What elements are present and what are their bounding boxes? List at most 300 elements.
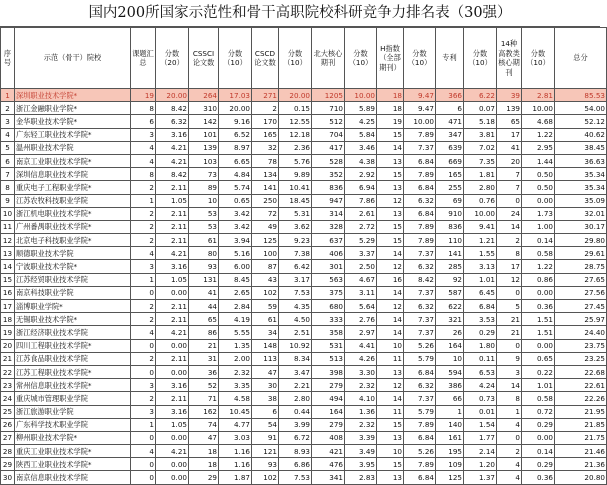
value-cell: 17 <box>497 260 522 273</box>
value-cell: 10 <box>436 352 464 365</box>
school-name-cell: 江苏工程职业技术学院* <box>15 365 131 378</box>
school-name-cell: 广东科学技术职业学院 <box>15 418 131 431</box>
value-cell: 4.10 <box>345 392 377 405</box>
value-cell: 471 <box>436 115 464 128</box>
value-cell: 637 <box>312 234 345 247</box>
value-cell: 0.58 <box>522 392 555 405</box>
value-cell: 18 <box>377 102 404 115</box>
value-cell: 7.89 <box>404 220 436 233</box>
value-cell: 2.92 <box>345 168 377 181</box>
value-cell: 0.58 <box>522 247 555 260</box>
value-cell: 680 <box>312 300 345 313</box>
value-cell: 9.89 <box>279 168 312 181</box>
value-cell: 15 <box>377 418 404 431</box>
value-cell: 6.84 <box>404 365 436 378</box>
value-cell: 0 <box>131 458 156 471</box>
value-cell: 2.32 <box>219 365 252 378</box>
value-cell: 1.05 <box>156 273 189 286</box>
value-cell: 4.84 <box>219 168 252 181</box>
value-cell: 408 <box>312 431 345 444</box>
value-cell: 9.16 <box>219 115 252 128</box>
value-cell: 7.37 <box>404 247 436 260</box>
value-cell: 21 <box>497 313 522 326</box>
table-row <box>1 181 607 194</box>
value-cell: 2.11 <box>156 300 189 313</box>
value-cell: 1.35 <box>219 339 252 352</box>
value-cell: 14 <box>377 326 404 339</box>
value-cell: 92 <box>436 273 464 286</box>
value-cell: 29 <box>189 471 219 484</box>
value-cell: 2.72 <box>345 220 377 233</box>
value-cell: 7.37 <box>404 141 436 154</box>
value-cell: 0 <box>497 431 522 444</box>
value-cell: 4 <box>131 154 156 167</box>
value-cell: 41 <box>189 286 219 299</box>
value-cell: 91 <box>252 431 279 444</box>
value-cell: 250 <box>252 194 279 207</box>
value-cell: 11 <box>377 405 404 418</box>
value-cell: 1.20 <box>464 458 497 471</box>
value-cell: 3.11 <box>345 286 377 299</box>
value-cell: 32.01 <box>555 207 607 220</box>
rank-cell: 26 <box>1 418 15 431</box>
value-cell: 5.79 <box>404 405 436 418</box>
value-cell: 35.09 <box>555 194 607 207</box>
school-name-cell: 浙江经济职业技术学院 <box>15 326 131 339</box>
value-cell: 140 <box>436 418 464 431</box>
value-cell: 89 <box>189 181 219 194</box>
value-cell: 2.11 <box>156 181 189 194</box>
value-cell: 53 <box>189 220 219 233</box>
column-header: 分数（10） <box>279 28 312 89</box>
column-header: 分数（10） <box>464 28 497 89</box>
column-header: 分数（20） <box>156 28 189 89</box>
value-cell: 0.00 <box>156 286 189 299</box>
rank-cell: 29 <box>1 458 15 471</box>
value-cell: 0 <box>131 471 156 484</box>
value-cell: 103 <box>189 154 219 167</box>
value-cell: 6 <box>131 115 156 128</box>
value-cell: 279 <box>312 418 345 431</box>
value-cell: 2 <box>131 352 156 365</box>
value-cell: 27.45 <box>555 300 607 313</box>
value-cell: 1.05 <box>156 418 189 431</box>
value-cell: 28.75 <box>555 260 607 273</box>
table-row <box>1 431 607 444</box>
value-cell: 71 <box>189 392 219 405</box>
value-cell: 164 <box>436 339 464 352</box>
value-cell: 32 <box>252 141 279 154</box>
value-cell: 3 <box>497 365 522 378</box>
value-cell: 0.29 <box>464 326 497 339</box>
value-cell: 2.11 <box>156 207 189 220</box>
value-cell: 366 <box>436 89 464 102</box>
value-cell: 4.38 <box>345 154 377 167</box>
value-cell: 8.42 <box>156 168 189 181</box>
value-cell: 8.42 <box>156 102 189 115</box>
value-cell: 0.11 <box>464 352 497 365</box>
value-cell: 406 <box>312 247 345 260</box>
value-cell: 0 <box>131 431 156 444</box>
column-header: 北大核心期刊 <box>312 28 345 89</box>
value-cell: 24.40 <box>555 326 607 339</box>
value-cell: 6.84 <box>404 471 436 484</box>
value-cell: 512 <box>312 115 345 128</box>
value-cell: 36.63 <box>555 154 607 167</box>
value-cell: 38 <box>252 392 279 405</box>
value-cell: 165 <box>252 128 279 141</box>
value-cell: 10.45 <box>219 405 252 418</box>
value-cell: 3.47 <box>279 365 312 378</box>
column-header: 示范（骨干）院校 <box>15 28 131 89</box>
value-cell: 195 <box>436 445 464 458</box>
value-cell: 3.62 <box>279 220 312 233</box>
value-cell: 0.00 <box>156 365 189 378</box>
value-cell: 398 <box>312 365 345 378</box>
value-cell: 3.03 <box>219 431 252 444</box>
rank-cell: 24 <box>1 392 15 405</box>
value-cell: 494 <box>312 392 345 405</box>
school-name-cell: 浙江旅游职业学院 <box>15 405 131 418</box>
value-cell: 8.93 <box>279 445 312 458</box>
value-cell: 12 <box>377 194 404 207</box>
column-header: H指数（全部期刊） <box>377 28 404 89</box>
table-row <box>1 194 607 207</box>
value-cell: 279 <box>312 379 345 392</box>
value-cell: 7.86 <box>345 194 377 207</box>
value-cell: 102 <box>252 286 279 299</box>
value-cell: 24 <box>497 207 522 220</box>
value-cell: 9.23 <box>279 234 312 247</box>
value-cell: 4.68 <box>522 115 555 128</box>
value-cell: 18 <box>377 89 404 102</box>
value-cell: 1.01 <box>464 273 497 286</box>
rank-cell: 17 <box>1 300 15 313</box>
value-cell: 5.18 <box>464 115 497 128</box>
rank-cell: 4 <box>1 128 15 141</box>
column-header: 分数（10） <box>522 28 555 89</box>
value-cell: 30 <box>252 379 279 392</box>
value-cell: 31 <box>189 352 219 365</box>
value-cell: 7 <box>497 168 522 181</box>
value-cell: 4.41 <box>345 339 377 352</box>
value-cell: 80 <box>189 247 219 260</box>
value-cell: 21 <box>497 326 522 339</box>
value-cell: 0.29 <box>522 418 555 431</box>
value-cell: 7.02 <box>464 141 497 154</box>
value-cell: 3 <box>131 128 156 141</box>
value-cell: 142 <box>189 115 219 128</box>
value-cell: 6.65 <box>219 154 252 167</box>
value-cell: 1.87 <box>219 471 252 484</box>
value-cell: 19 <box>131 89 156 102</box>
value-cell: 6 <box>436 102 464 115</box>
value-cell: 8 <box>497 247 522 260</box>
value-cell: 40.62 <box>555 128 607 141</box>
value-cell: 4.21 <box>156 141 189 154</box>
value-cell: 6.86 <box>279 458 312 471</box>
value-cell: 148 <box>252 339 279 352</box>
value-cell: 1.51 <box>522 313 555 326</box>
value-cell: 3.39 <box>345 431 377 444</box>
value-cell: 0.29 <box>522 458 555 471</box>
value-cell: 1.22 <box>522 260 555 273</box>
value-cell: 2.80 <box>464 181 497 194</box>
value-cell: 27.56 <box>555 286 607 299</box>
value-cell: 6.94 <box>345 181 377 194</box>
rank-cell: 19 <box>1 326 15 339</box>
value-cell: 164 <box>312 405 345 418</box>
header-row <box>1 28 607 89</box>
value-cell: 131 <box>189 273 219 286</box>
value-cell: 2.51 <box>279 326 312 339</box>
value-cell: 5.16 <box>219 247 252 260</box>
value-cell: 44 <box>189 300 219 313</box>
value-cell: 622 <box>436 300 464 313</box>
value-cell: 6.00 <box>219 260 252 273</box>
column-header: 总分 <box>555 28 607 89</box>
value-cell: 3.81 <box>464 128 497 141</box>
value-cell: 271 <box>252 89 279 102</box>
value-cell: 13 <box>377 154 404 167</box>
table-row <box>1 471 607 484</box>
value-cell: 2 <box>131 313 156 326</box>
value-cell: 0.36 <box>522 471 555 484</box>
value-cell: 27.65 <box>555 273 607 286</box>
value-cell: 6.32 <box>404 194 436 207</box>
value-cell: 2 <box>131 181 156 194</box>
value-cell: 16 <box>377 273 404 286</box>
value-cell: 836 <box>436 220 464 233</box>
value-cell: 2.11 <box>156 313 189 326</box>
value-cell: 7.89 <box>404 234 436 247</box>
value-cell: 54 <box>252 418 279 431</box>
value-cell: 7.89 <box>404 168 436 181</box>
value-cell: 21.36 <box>555 458 607 471</box>
value-cell: 8 <box>131 102 156 115</box>
value-cell: 72 <box>252 207 279 220</box>
value-cell: 6.42 <box>279 260 312 273</box>
value-cell: 1.51 <box>522 326 555 339</box>
value-cell: 43 <box>252 273 279 286</box>
value-cell: 18 <box>189 458 219 471</box>
value-cell: 30.17 <box>555 220 607 233</box>
school-name-cell: 金华职业技术学院* <box>15 115 131 128</box>
value-cell: 3.94 <box>219 234 252 247</box>
value-cell: 3.13 <box>464 260 497 273</box>
value-cell: 7.53 <box>279 286 312 299</box>
value-cell: 328 <box>312 220 345 233</box>
table-row <box>1 234 607 247</box>
value-cell: 375 <box>312 286 345 299</box>
value-cell: 14 <box>377 247 404 260</box>
value-cell: 1.77 <box>464 431 497 444</box>
value-cell: 7 <box>497 181 522 194</box>
value-cell: 2 <box>131 207 156 220</box>
value-cell: 1.21 <box>464 234 497 247</box>
value-cell: 134 <box>252 168 279 181</box>
value-cell: 12 <box>377 260 404 273</box>
value-cell: 2.95 <box>522 141 555 154</box>
value-cell: 4 <box>131 141 156 154</box>
value-cell: 563 <box>312 273 345 286</box>
value-cell: 1.00 <box>522 220 555 233</box>
value-cell: 6.45 <box>464 286 497 299</box>
value-cell: 5 <box>497 300 522 313</box>
value-cell: 2.65 <box>219 286 252 299</box>
value-cell: 139 <box>189 141 219 154</box>
column-header: 分数（10） <box>219 28 252 89</box>
value-cell: 1.44 <box>522 154 555 167</box>
value-cell: 3.16 <box>156 128 189 141</box>
value-cell: 0.72 <box>522 405 555 418</box>
value-cell: 417 <box>312 141 345 154</box>
value-cell: 102 <box>252 471 279 484</box>
value-cell: 13 <box>377 181 404 194</box>
table-row <box>1 326 607 339</box>
value-cell: 9 <box>497 352 522 365</box>
value-cell: 2.84 <box>219 300 252 313</box>
value-cell: 4.50 <box>279 313 312 326</box>
value-cell: 139 <box>497 102 522 115</box>
value-cell: 52 <box>189 379 219 392</box>
rank-cell: 21 <box>1 352 15 365</box>
school-name-cell: 南京工业职业技术学院* <box>15 154 131 167</box>
rank-cell: 8 <box>1 181 15 194</box>
value-cell: 704 <box>312 128 345 141</box>
value-cell: 1 <box>131 273 156 286</box>
value-cell: 2.32 <box>345 418 377 431</box>
value-cell: 7.89 <box>404 418 436 431</box>
value-cell: 3.99 <box>279 418 312 431</box>
value-cell: 10 <box>377 339 404 352</box>
value-cell: 6.32 <box>404 260 436 273</box>
school-name-cell: 重庆工业职业技术学院* <box>15 445 131 458</box>
value-cell: 347 <box>436 128 464 141</box>
value-cell: 162 <box>189 405 219 418</box>
value-cell: 710 <box>312 102 345 115</box>
value-cell: 100 <box>252 247 279 260</box>
table-row <box>1 445 607 458</box>
value-cell: 14 <box>377 286 404 299</box>
value-cell: 7.38 <box>279 247 312 260</box>
school-name-cell: 重庆城市管理职业学院 <box>15 392 131 405</box>
rank-cell: 15 <box>1 273 15 286</box>
value-cell: 74 <box>189 418 219 431</box>
value-cell: 1 <box>436 405 464 418</box>
school-name-cell: 温州职业技术学院 <box>15 141 131 154</box>
table-body <box>1 89 607 485</box>
value-cell: 1205 <box>312 89 345 102</box>
table-row <box>1 300 607 313</box>
value-cell: 7.37 <box>404 326 436 339</box>
value-cell: 0.50 <box>522 181 555 194</box>
value-cell: 2 <box>131 234 156 247</box>
value-cell: 101 <box>189 128 219 141</box>
value-cell: 8.34 <box>279 352 312 365</box>
value-cell: 9.41 <box>464 220 497 233</box>
school-name-cell: 浙江金融职业学院* <box>15 102 131 115</box>
value-cell: 38.45 <box>555 141 607 154</box>
column-header: CSCD论文数 <box>252 28 279 89</box>
value-cell: 358 <box>312 326 345 339</box>
value-cell: 476 <box>312 458 345 471</box>
table-row <box>1 89 607 102</box>
rank-cell: 16 <box>1 286 15 299</box>
value-cell: 17.03 <box>219 89 252 102</box>
value-cell: 531 <box>312 339 345 352</box>
value-cell: 2.81 <box>522 89 555 102</box>
value-cell: 2.50 <box>345 260 377 273</box>
value-cell: 93 <box>189 260 219 273</box>
value-cell: 41 <box>497 141 522 154</box>
value-cell: 264 <box>189 89 219 102</box>
rank-cell: 18 <box>1 313 15 326</box>
column-header: 分数（10） <box>345 28 377 89</box>
value-cell: 3.16 <box>156 379 189 392</box>
value-cell: 12 <box>497 273 522 286</box>
value-cell: 3.95 <box>345 458 377 471</box>
value-cell: 4.26 <box>345 352 377 365</box>
value-cell: 2 <box>131 300 156 313</box>
value-cell: 2 <box>131 392 156 405</box>
rank-cell: 20 <box>1 339 15 352</box>
value-cell: 121 <box>252 445 279 458</box>
value-cell: 61 <box>252 313 279 326</box>
value-cell: 0.65 <box>522 352 555 365</box>
value-cell: 6.84 <box>464 300 497 313</box>
value-cell: 3.17 <box>279 273 312 286</box>
value-cell: 110 <box>436 234 464 247</box>
value-cell: 639 <box>436 141 464 154</box>
value-cell: 6.84 <box>404 207 436 220</box>
rank-cell: 23 <box>1 379 15 392</box>
value-cell: 10.92 <box>279 339 312 352</box>
value-cell: 141 <box>436 247 464 260</box>
value-cell: 15 <box>377 458 404 471</box>
value-cell: 3 <box>131 379 156 392</box>
value-cell: 23.75 <box>555 339 607 352</box>
value-cell: 20.00 <box>156 89 189 102</box>
table-row <box>1 128 607 141</box>
value-cell: 13 <box>377 471 404 484</box>
value-cell: 0.00 <box>522 339 555 352</box>
column-header: 课题汇总 <box>131 28 156 89</box>
value-cell: 0.76 <box>464 194 497 207</box>
column-header: CSSCI论文数 <box>189 28 219 89</box>
value-cell: 3.30 <box>345 365 377 378</box>
value-cell: 7.37 <box>404 313 436 326</box>
table-row <box>1 260 607 273</box>
value-cell: 13 <box>377 365 404 378</box>
value-cell: 20.80 <box>555 471 607 484</box>
value-cell: 0.07 <box>464 102 497 115</box>
value-cell: 341 <box>312 471 345 484</box>
value-cell: 65 <box>189 313 219 326</box>
value-cell: 5.89 <box>345 102 377 115</box>
value-cell: 21.95 <box>555 405 607 418</box>
value-cell: 1 <box>131 418 156 431</box>
value-cell: 17 <box>497 128 522 141</box>
column-header: 14种高教类核心期刊 <box>497 28 522 89</box>
value-cell: 161 <box>436 431 464 444</box>
table-row <box>1 339 607 352</box>
value-cell: 2.32 <box>345 379 377 392</box>
value-cell: 19 <box>377 115 404 128</box>
value-cell: 386 <box>436 379 464 392</box>
value-cell: 0.36 <box>522 300 555 313</box>
value-cell: 6.53 <box>464 365 497 378</box>
